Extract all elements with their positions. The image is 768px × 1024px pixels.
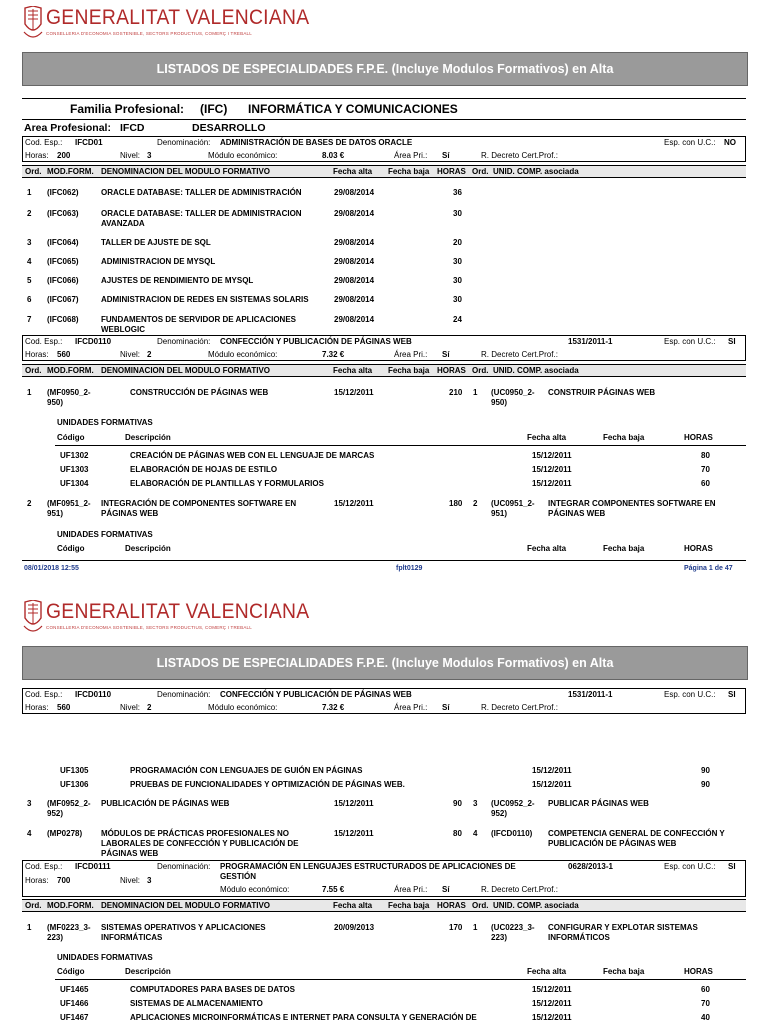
row-alta: 29/08/2014 (334, 315, 375, 324)
row-alta: 20/09/2013 (334, 923, 375, 932)
uf-horas: 90 (701, 780, 710, 789)
uf-divider (55, 445, 746, 446)
area-pri-value: Sí (442, 885, 450, 894)
row-den: SISTEMAS OPERATIVOS Y APLICACIONES INFORMÁTICAS (101, 923, 266, 942)
nivel-value: 3 (147, 151, 152, 160)
uf-desc: ELABORACIÓN DE HOJAS DE ESTILO (130, 465, 278, 474)
family-row (22, 98, 746, 120)
row-uc: (UC0952_2-952) (491, 799, 535, 818)
th-baja: Fecha baja (388, 167, 430, 176)
row-den: CONSTRUCCIÓN DE PÁGINAS WEB (130, 388, 269, 397)
uf-alta-header: Fecha alta (527, 544, 567, 553)
th-alta: Fecha alta (333, 366, 373, 375)
banner-title: LISTADOS DE ESPECIALIDADES F.P.E. (Incluye Modulos Formativos) en Alta (22, 646, 748, 680)
row-mod: (MF0951_2-951) (47, 499, 91, 518)
footer-line (22, 560, 746, 561)
nivel-value: 2 (147, 350, 152, 359)
decreto-value: 1531/2011-1 (568, 690, 613, 699)
logo (22, 600, 310, 640)
th-horas: HORAS (437, 167, 466, 176)
uf-alta: 15/12/2011 (532, 1013, 572, 1022)
row-ord: 2 (27, 499, 32, 508)
area-pri-label: Área Pri.: (394, 703, 428, 712)
uf-horas: 90 (701, 766, 710, 775)
esp-value: NO (724, 138, 736, 147)
area-pri-label: Área Pri.: (394, 151, 428, 160)
horas-label: Horas: (25, 350, 49, 359)
decreto-value: 1531/2011-1 (568, 337, 613, 346)
uf-codigo-header: Código (57, 967, 85, 976)
uf-alta: 15/12/2011 (532, 999, 572, 1008)
uf-alta: 15/12/2011 (532, 465, 572, 474)
th-ord: Ord. (25, 167, 42, 176)
row-alta: 29/08/2014 (334, 295, 375, 304)
uf-desc: APLICACIONES MICROINFORMÁTICAS E INTERNET PARA CONSULTA Y GENERACIÓN DE (130, 1013, 477, 1022)
row-mod: (MF0223_3-223) (47, 923, 91, 942)
uf-baja-header: Fecha baja (603, 544, 645, 553)
nivel-value: 2 (147, 703, 152, 712)
row-ord: 4 (27, 829, 32, 838)
spec-code: IFCD01 (75, 138, 103, 147)
uf-alta: 15/12/2011 (532, 766, 572, 775)
row-ord: 7 (27, 315, 32, 324)
row-alta: 15/12/2011 (334, 388, 374, 397)
decreto-label: R. Decreto Cert.Prof.: (481, 350, 558, 359)
row-ord: 1 (27, 923, 32, 932)
row-alta: 15/12/2011 (334, 499, 374, 508)
spec-code: IFCD0110 (75, 337, 112, 346)
th-baja: Fecha baja (388, 901, 430, 910)
uf-alta-header: Fecha alta (527, 967, 567, 976)
row-ord2: 2 (473, 499, 478, 508)
uf-alta: 15/12/2011 (532, 780, 572, 789)
row-mod: (IFC065) (47, 257, 79, 266)
row-mod: (MP0278) (47, 829, 83, 838)
row-ord: 3 (27, 799, 32, 808)
coat-of-arms-icon (22, 6, 44, 44)
spec-code: IFCD0111 (75, 862, 111, 871)
row-horas: 30 (453, 276, 462, 285)
uf-cod: UF1304 (60, 479, 89, 488)
footer-code: fplt0129 (396, 565, 423, 572)
th-unid: UNID. COMP. asociada (493, 167, 579, 176)
uf-horas: 70 (701, 999, 710, 1008)
th-alta: Fecha alta (333, 167, 373, 176)
row-mod: (MF0950_2-950) (47, 388, 91, 407)
footer-date: 08/01/2018 12:55 (24, 565, 79, 572)
footer-page: Página 1 de 47 (684, 565, 733, 572)
row-ucden: COMPETENCIA GENERAL DE CONFECCIÓN Y PUBLICACIÓN DE PÁGINAS WEB (548, 829, 725, 848)
logo-subtitle: CONSELLERIA D'ECONOMIA SOSTENIBLE, SECTORS PRODUCTIUS, COMERÇ I TREBALL (46, 625, 252, 630)
row-horas: 36 (453, 188, 462, 197)
row-horas: 210 (449, 388, 463, 397)
uf-horas-header: HORAS (684, 967, 713, 976)
modulo-label: Módulo económico: (208, 703, 278, 712)
area-code: IFCD (120, 122, 145, 134)
th-ord2: Ord. (472, 366, 489, 375)
uf-desc: ELABORACIÓN DE PLANTILLAS Y FORMULARIOS (130, 479, 324, 488)
modulo-label: Módulo económico: (208, 350, 278, 359)
uf-desc: SISTEMAS DE ALMACENAMIENTO (130, 999, 263, 1008)
th-mod: MOD.FORM. (47, 167, 94, 176)
nivel-value: 3 (147, 876, 152, 885)
horas-value: 700 (57, 876, 71, 885)
row-mod: (MF0952_2-952) (47, 799, 91, 818)
uf-desc: COMPUTADORES PARA BASES DE DATOS (130, 985, 295, 994)
uf-cod: UF1302 (60, 451, 89, 460)
esp-label: Esp. con U.C.: (664, 138, 716, 147)
row-ucden: PUBLICAR PÁGINAS WEB (548, 799, 649, 808)
row-den: TALLER DE AJUSTE DE SQL (101, 238, 211, 247)
decreto-label: R. Decreto Cert.Prof.: (481, 151, 558, 160)
row-horas: 170 (449, 923, 463, 932)
uf-title: UNIDADES FORMATIVAS (57, 530, 153, 539)
th-ord2: Ord. (472, 901, 489, 910)
esp-value: SI (728, 337, 736, 346)
logo-name: GENERALITAT VALENCIANA (46, 600, 310, 623)
row-mod: (IFC062) (47, 188, 79, 197)
uf-codigo-header: Código (57, 433, 85, 442)
row-mod: (IFC068) (47, 315, 79, 324)
esp-label: Esp. con U.C.: (664, 337, 716, 346)
row-ucden: CONFIGURAR Y EXPLOTAR SISTEMAS INFORMÁTICOS (548, 923, 698, 942)
th-alta: Fecha alta (333, 901, 373, 910)
uf-title: UNIDADES FORMATIVAS (57, 953, 153, 962)
esp-label: Esp. con U.C.: (664, 862, 716, 871)
modulo-label: Módulo económico: (208, 151, 278, 160)
esp-value: SI (728, 862, 736, 871)
uf-horas: 60 (701, 479, 710, 488)
uf-alta: 15/12/2011 (532, 985, 572, 994)
row-alta: 29/08/2014 (334, 188, 375, 197)
horas-value: 200 (57, 151, 71, 160)
th-ord: Ord. (25, 366, 42, 375)
row-ord: 2 (27, 209, 32, 218)
uf-desc: PRUEBAS DE FUNCIONALIDADES Y OPTIMIZACIÓN DE PÁGINAS WEB. (130, 780, 405, 789)
uf-alta: 15/12/2011 (532, 479, 572, 488)
family-code: (IFC) (200, 102, 228, 116)
nivel-label: Nivel: (120, 151, 141, 160)
row-ord2: 1 (473, 388, 478, 397)
row-ucden: INTEGRAR COMPONENTES SOFTWARE EN PÁGINAS WEB (548, 499, 716, 518)
uf-title: UNIDADES FORMATIVAS (57, 418, 153, 427)
spec-denomination: PROGRAMACIÓN EN LENGUAJES ESTRUCTURADOS DE APLICACIONES DE GESTIÓN (220, 862, 516, 881)
row-ord: 5 (27, 276, 32, 285)
decreto-label: R. Decreto Cert.Prof.: (481, 703, 558, 712)
row-alta: 15/12/2011 (334, 799, 374, 808)
logo (22, 6, 310, 46)
spec-denomination: CONFECCIÓN Y PUBLICACIÓN DE PÁGINAS WEB (220, 690, 412, 699)
uf-cod: UF1305 (60, 766, 89, 775)
row-den: ORACLE DATABASE: TALLER DE ADMINISTRACION AVANZADA (101, 209, 302, 228)
banner-title: LISTADOS DE ESPECIALIDADES F.P.E. (Incluye Modulos Formativos) en Alta (22, 52, 748, 86)
family-label: Familia Profesional: (70, 102, 185, 116)
th-baja: Fecha baja (388, 366, 430, 375)
th-den: DENOMINACION DEL MODULO FORMATIVO (101, 901, 271, 910)
row-uc: (UC0951_2-951) (491, 499, 535, 518)
area-name: DESARROLLO (192, 122, 266, 134)
th-unid: UNID. COMP. asociada (493, 366, 579, 375)
row-den: FUNDAMENTOS DE SERVIDOR DE APLICACIONES WEBLOGIC (101, 315, 296, 334)
decreto-value: 0628/2013-1 (568, 862, 613, 871)
uf-horas: 60 (701, 985, 710, 994)
row-horas: 24 (453, 315, 462, 324)
area-pri-label: Área Pri.: (394, 885, 428, 894)
spec-denomination: CONFECCIÓN Y PUBLICACIÓN DE PÁGINAS WEB (220, 337, 412, 346)
uf-divider (55, 979, 746, 980)
row-horas: 30 (453, 295, 462, 304)
th-ord: Ord. (25, 901, 42, 910)
th-unid: UNID. COMP. asociada (493, 901, 579, 910)
row-horas: 30 (453, 209, 462, 218)
row-ucden: CONSTRUIR PÁGINAS WEB (548, 388, 656, 397)
uf-horas: 80 (701, 451, 710, 460)
row-den: ADMINISTRACION DE REDES EN SISTEMAS SOLARIS (101, 295, 309, 304)
row-ord: 3 (27, 238, 32, 247)
uf-desc-header: Descripción (125, 433, 171, 442)
th-mod: MOD.FORM. (47, 901, 94, 910)
row-mod: (IFC063) (47, 209, 79, 218)
den-label: Denominación: (157, 690, 211, 699)
area-label: Area Profesional: (24, 122, 111, 134)
uf-desc-header: Descripción (125, 967, 171, 976)
area-pri-value: Sí (442, 151, 450, 160)
th-horas: HORAS (437, 366, 466, 375)
row-alta: 29/08/2014 (334, 209, 375, 218)
decreto-label: R. Decreto Cert.Prof.: (481, 885, 558, 894)
den-label: Denominación: (157, 337, 211, 346)
row-horas: 180 (449, 499, 463, 508)
horas-value: 560 (57, 350, 71, 359)
uf-alta: 15/12/2011 (532, 451, 572, 460)
horas-label: Horas: (25, 876, 49, 885)
row-horas: 30 (453, 257, 462, 266)
uf-alta-header: Fecha alta (527, 433, 567, 442)
uf-baja-header: Fecha baja (603, 433, 645, 442)
row-alta: 29/08/2014 (334, 238, 375, 247)
esp-label: Esp. con U.C.: (664, 690, 716, 699)
uf-cod: UF1465 (60, 985, 89, 994)
den-label: Denominación: (157, 138, 211, 147)
coat-of-arms-icon (22, 600, 44, 638)
cod-label: Cod. Esp.: (25, 337, 63, 346)
uf-horas: 70 (701, 465, 710, 474)
cod-label: Cod. Esp.: (25, 138, 63, 147)
uf-cod: UF1306 (60, 780, 89, 789)
cod-label: Cod. Esp.: (25, 690, 63, 699)
row-mod: (IFC067) (47, 295, 79, 304)
th-horas: HORAS (437, 901, 466, 910)
row-den: PUBLICACIÓN DE PÁGINAS WEB (101, 799, 230, 808)
nivel-label: Nivel: (120, 876, 141, 885)
row-horas: 80 (453, 829, 462, 838)
logo-subtitle: CONSELLERIA D'ECONOMIA SOSTENIBLE, SECTORS PRODUCTIUS, COMERÇ I TREBALL (46, 31, 252, 36)
row-uc: (UC0223_3-223) (491, 923, 535, 942)
area-pri-value: Sí (442, 703, 450, 712)
horas-label: Horas: (25, 703, 49, 712)
th-den: DENOMINACION DEL MODULO FORMATIVO (101, 366, 271, 375)
th-mod: MOD.FORM. (47, 366, 94, 375)
row-ord: 4 (27, 257, 32, 266)
row-ord2: 1 (473, 923, 478, 932)
row-den: AJUSTES DE RENDIMIENTO DE MYSQL (101, 276, 254, 285)
uf-cod: UF1466 (60, 999, 89, 1008)
row-ord: 1 (27, 388, 32, 397)
row-den: ORACLE DATABASE: TALLER DE ADMINISTRACIÓN (101, 188, 302, 197)
th-den: DENOMINACION DEL MODULO FORMATIVO (101, 167, 271, 176)
family-name: INFORMÁTICA Y COMUNICACIONES (248, 102, 458, 116)
row-alta: 29/08/2014 (334, 257, 375, 266)
row-mod: (IFC064) (47, 238, 79, 247)
spec-denomination: ADMINISTRACIÓN DE BASES DE DATOS ORACLE (220, 138, 413, 147)
th-ord2: Ord. (472, 167, 489, 176)
modulo-label: Módulo económico: (220, 885, 290, 894)
modulo-value: 7.32 € (322, 350, 345, 359)
uf-cod: UF1303 (60, 465, 89, 474)
area-pri-label: Área Pri.: (394, 350, 428, 359)
modulo-value: 7.55 € (322, 885, 345, 894)
esp-value: SI (728, 690, 736, 699)
uf-baja-header: Fecha baja (603, 967, 645, 976)
horas-value: 560 (57, 703, 71, 712)
uf-desc-header: Descripción (125, 544, 171, 553)
logo-name: GENERALITAT VALENCIANA (46, 6, 310, 29)
uf-horas: 40 (701, 1013, 710, 1022)
row-uc: (IFCD0110) (491, 829, 533, 838)
modulo-value: 7.32 € (322, 703, 345, 712)
nivel-label: Nivel: (120, 703, 141, 712)
uf-horas-header: HORAS (684, 433, 713, 442)
row-den: MÓDULOS DE PRÁCTICAS PROFESIONALES NO LABORALES DE CONFECCIÓN Y PUBLICACIÓN DE PÁGINAS WEB (101, 829, 299, 858)
uf-desc: PROGRAMACIÓN CON LENGUAJES DE GUIÓN EN PÁGINAS (130, 766, 363, 775)
nivel-label: Nivel: (120, 350, 141, 359)
row-horas: 90 (453, 799, 462, 808)
area-pri-value: Sí (442, 350, 450, 359)
uf-desc: CREACIÓN DE PÁGINAS WEB CON EL LENGUAJE DE MARCAS (130, 451, 375, 460)
row-alta: 15/12/2011 (334, 829, 374, 838)
row-alta: 29/08/2014 (334, 276, 375, 285)
den-label: Denominación: (157, 862, 211, 871)
row-ord2: 3 (473, 799, 478, 808)
cod-label: Cod. Esp.: (25, 862, 63, 871)
uf-codigo-header: Código (57, 544, 85, 553)
horas-label: Horas: (25, 151, 49, 160)
uf-horas-header: HORAS (684, 544, 713, 553)
row-horas: 20 (453, 238, 462, 247)
row-ord: 6 (27, 295, 32, 304)
modulo-value: 8.03 € (322, 151, 345, 160)
uf-cod: UF1467 (60, 1013, 89, 1022)
row-den: ADMINISTRACION DE MYSQL (101, 257, 216, 266)
row-uc: (UC0950_2-950) (491, 388, 535, 407)
row-mod: (IFC066) (47, 276, 79, 285)
row-ord: 1 (27, 188, 32, 197)
row-ord2: 4 (473, 829, 478, 838)
row-den: INTEGRACIÓN DE COMPONENTES SOFTWARE EN PÁGINAS WEB (101, 499, 297, 518)
spec-code: IFCD0110 (75, 690, 112, 699)
